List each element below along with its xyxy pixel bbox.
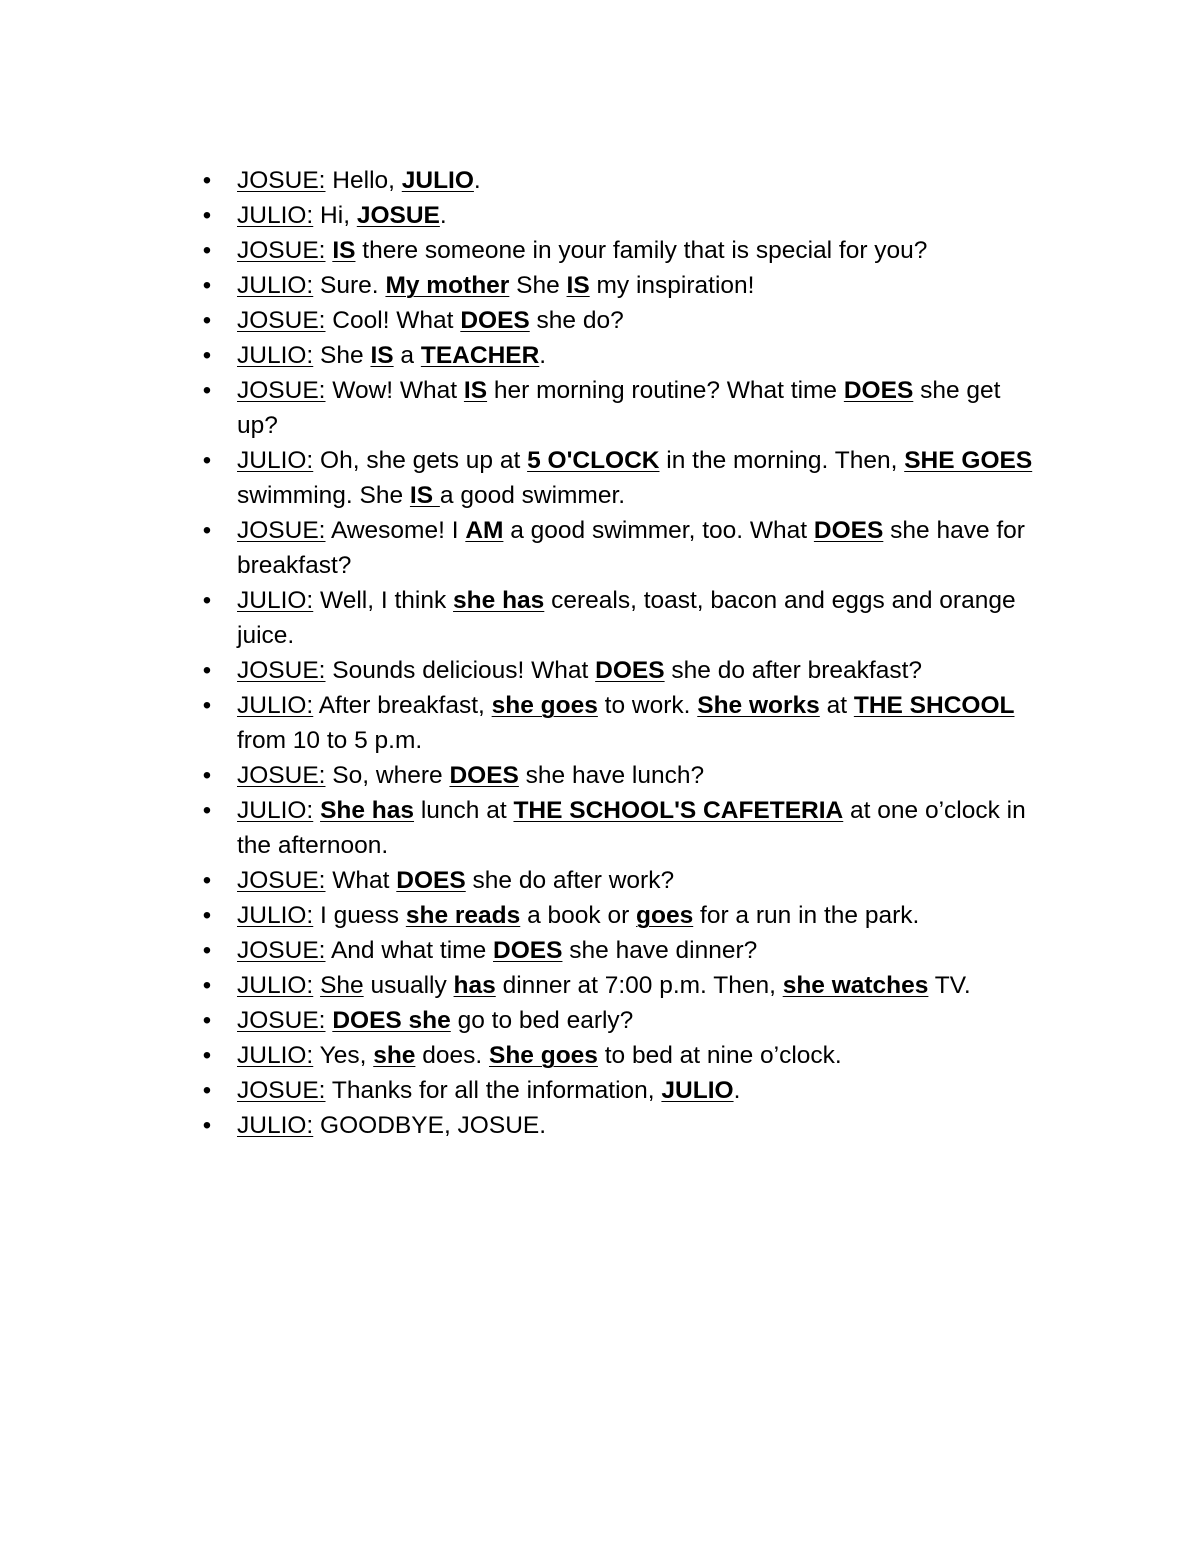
bullet-icon: •: [202, 237, 212, 264]
dialogue-line: [200, 1073, 1040, 1108]
highlighted-word: She: [320, 972, 364, 999]
dialogue-line: [200, 443, 1040, 513]
line-text: She: [509, 272, 567, 299]
speaker-name: JOSUE:: [237, 307, 326, 334]
bullet-icon: •: [202, 307, 212, 334]
highlighted-word: She goes: [488, 1042, 598, 1069]
line-text: And what time: [325, 937, 494, 964]
line-text: .: [439, 202, 447, 229]
bullet-icon: •: [202, 517, 212, 544]
highlighted-word: IS: [566, 272, 590, 299]
highlighted-word: IS: [332, 237, 356, 264]
highlighted-word: goes: [636, 902, 694, 929]
highlighted-word: IS: [463, 377, 488, 404]
line-text: go to bed early?: [450, 1007, 634, 1034]
dialogue-list: [200, 163, 1040, 1143]
speaker-name: JULIO:: [237, 587, 314, 614]
line-text: a good swimmer, too. What: [503, 517, 814, 544]
line-text: does.: [415, 1042, 489, 1069]
line-text: What: [325, 867, 397, 894]
highlighted-word: AM: [465, 517, 504, 544]
speaker-name: JULIO:: [237, 797, 314, 824]
highlighted-word: has: [453, 972, 496, 999]
speaker-name: JOSUE:: [237, 1007, 326, 1034]
line-text: at one o’clock in the afternoon.: [237, 797, 1026, 859]
highlighted-word: TEACHER: [420, 342, 540, 369]
dialogue-line: [200, 793, 1040, 863]
bullet-icon: •: [202, 867, 212, 894]
line-text: Yes,: [313, 1042, 374, 1069]
line-text: dinner at 7:00 p.m. Then,: [495, 972, 783, 999]
highlighted-word: DOES: [595, 657, 665, 684]
dialogue-line: [200, 1108, 1040, 1143]
line-text: She: [313, 342, 371, 369]
speaker-name: JOSUE:: [237, 167, 326, 194]
line-text: TV.: [928, 972, 971, 999]
speaker-name: JULIO:: [237, 1042, 314, 1069]
bullet-icon: •: [202, 762, 212, 789]
dialogue-line: [200, 968, 1040, 1003]
dialogue-line: [200, 583, 1040, 653]
speaker-name: JOSUE:: [237, 937, 326, 964]
line-text: she do after work?: [465, 867, 675, 894]
bullet-icon: •: [202, 1077, 212, 1104]
highlighted-word: DOES: [843, 377, 914, 404]
dialogue-line: [200, 1038, 1040, 1073]
highlighted-word: DOES: [813, 517, 884, 544]
highlighted-word: She works: [697, 692, 820, 719]
dialogue-line: [200, 653, 1040, 688]
highlighted-word: THE SHCOOL: [853, 692, 1015, 719]
line-text: she do after breakfast?: [664, 657, 922, 684]
line-text: my inspiration!: [589, 272, 755, 299]
speaker-name: JULIO:: [237, 972, 314, 999]
highlighted-word: My mother: [385, 272, 510, 299]
highlighted-word: she: [373, 1042, 416, 1069]
bullet-icon: •: [202, 272, 212, 299]
speaker-name: JULIO:: [237, 342, 314, 369]
bullet-icon: •: [202, 447, 212, 474]
line-text: a: [393, 342, 421, 369]
highlighted-word: She has: [320, 797, 415, 824]
highlighted-word: IS: [370, 342, 394, 369]
speaker-name: JULIO:: [237, 692, 314, 719]
dialogue-line: [200, 933, 1040, 968]
line-text: .: [733, 1077, 741, 1104]
line-text: Awesome! I: [325, 517, 466, 544]
line-text: Cool! What: [325, 307, 461, 334]
line-text: swimming. She: [237, 482, 410, 509]
line-text: Well, I think: [313, 587, 454, 614]
highlighted-word: JOSUE: [356, 202, 440, 229]
line-text: she have lunch?: [518, 762, 705, 789]
line-text: lunch at: [414, 797, 514, 824]
line-text: So, where: [325, 762, 450, 789]
line-text: in the morning. Then,: [659, 447, 905, 474]
bullet-icon: •: [202, 167, 212, 194]
highlighted-word: DOES she: [332, 1007, 451, 1034]
bullet-icon: •: [202, 937, 212, 964]
line-text: GOODBYE, JOSUE.: [313, 1112, 547, 1139]
line-text: she get up?: [237, 377, 1001, 439]
speaker-name: JULIO:: [237, 447, 314, 474]
speaker-name: JOSUE:: [237, 762, 326, 789]
speaker-name: JULIO:: [237, 272, 314, 299]
bullet-icon: •: [202, 692, 212, 719]
dialogue-line: [200, 233, 1040, 268]
bullet-icon: •: [202, 342, 212, 369]
dialogue-line: [200, 268, 1040, 303]
speaker-name: JOSUE:: [237, 657, 326, 684]
line-text: Hi,: [313, 202, 357, 229]
line-text: a book or: [520, 902, 637, 929]
speaker-name: JOSUE:: [237, 1077, 326, 1104]
dialogue-line: [200, 513, 1040, 583]
line-text: she have dinner?: [562, 937, 758, 964]
line-text: at: [819, 692, 854, 719]
dialogue-line: [200, 373, 1040, 443]
dialogue-line: [200, 338, 1040, 373]
bullet-icon: •: [202, 657, 212, 684]
bullet-icon: •: [202, 587, 212, 614]
line-text: .: [539, 342, 547, 369]
speaker-name: JULIO:: [237, 902, 314, 929]
line-text: there someone in your family that is special for you?: [355, 237, 928, 264]
highlighted-word: she reads: [405, 902, 521, 929]
highlighted-word: JULIO: [661, 1077, 734, 1104]
bullet-icon: •: [202, 797, 212, 824]
highlighted-word: she goes: [491, 692, 598, 719]
line-text: she do?: [529, 307, 624, 334]
line-text: Hello,: [325, 167, 402, 194]
bullet-icon: •: [202, 1042, 212, 1069]
line-text: to bed at nine o’clock.: [597, 1042, 842, 1069]
speaker-name: JOSUE:: [237, 517, 326, 544]
dialogue-line: [200, 303, 1040, 338]
highlighted-word: THE SCHOOL'S CAFETERIA: [513, 797, 844, 824]
bullet-icon: •: [202, 377, 212, 404]
highlighted-word: DOES: [449, 762, 519, 789]
line-text: I guess: [313, 902, 406, 929]
highlighted-word: DOES: [460, 307, 530, 334]
highlighted-word: SHE GOES: [904, 447, 1033, 474]
bullet-icon: •: [202, 202, 212, 229]
line-text: Wow! What: [325, 377, 464, 404]
dialogue-line: [200, 688, 1040, 758]
speaker-name: JOSUE:: [237, 867, 326, 894]
dialogue-line: [200, 163, 1040, 198]
line-text: cereals, toast, bacon and eggs and orange juice.: [237, 587, 1016, 649]
line-text: for a run in the park.: [693, 902, 920, 929]
highlighted-word: she watches: [782, 972, 929, 999]
line-text: a good swimmer.: [439, 482, 626, 509]
line-text: Sounds delicious! What: [325, 657, 596, 684]
highlighted-word: 5 O'CLOCK: [527, 447, 660, 474]
dialogue-line: [200, 758, 1040, 793]
dialogue-line: [200, 198, 1040, 233]
dialogue-line: [200, 898, 1040, 933]
speaker-name: JULIO:: [237, 202, 314, 229]
line-text: Thanks for all the information,: [325, 1077, 662, 1104]
bullet-icon: •: [202, 902, 212, 929]
bullet-icon: •: [202, 1112, 212, 1139]
speaker-name: JULIO:: [237, 1112, 314, 1139]
highlighted-word: DOES: [396, 867, 466, 894]
highlighted-word: JULIO: [401, 167, 474, 194]
line-text: Oh, she gets up at: [313, 447, 528, 474]
speaker-name: JOSUE:: [237, 237, 326, 264]
bullet-icon: •: [202, 972, 212, 999]
line-text: she have for breakfast?: [237, 517, 1025, 579]
speaker-name: JOSUE:: [237, 377, 326, 404]
highlighted-word: IS: [409, 482, 440, 509]
line-text: After breakfast,: [313, 692, 492, 719]
highlighted-word: DOES: [493, 937, 563, 964]
line-text: to work.: [597, 692, 698, 719]
highlighted-word: she has: [453, 587, 545, 614]
line-text: usually: [363, 972, 454, 999]
line-text: .: [473, 167, 481, 194]
line-text: Sure.: [313, 272, 386, 299]
bullet-icon: •: [202, 1007, 212, 1034]
dialogue-line: [200, 863, 1040, 898]
line-text: her morning routine? What time: [487, 377, 844, 404]
line-text: from 10 to 5 p.m.: [237, 727, 423, 754]
dialogue-line: [200, 1003, 1040, 1038]
